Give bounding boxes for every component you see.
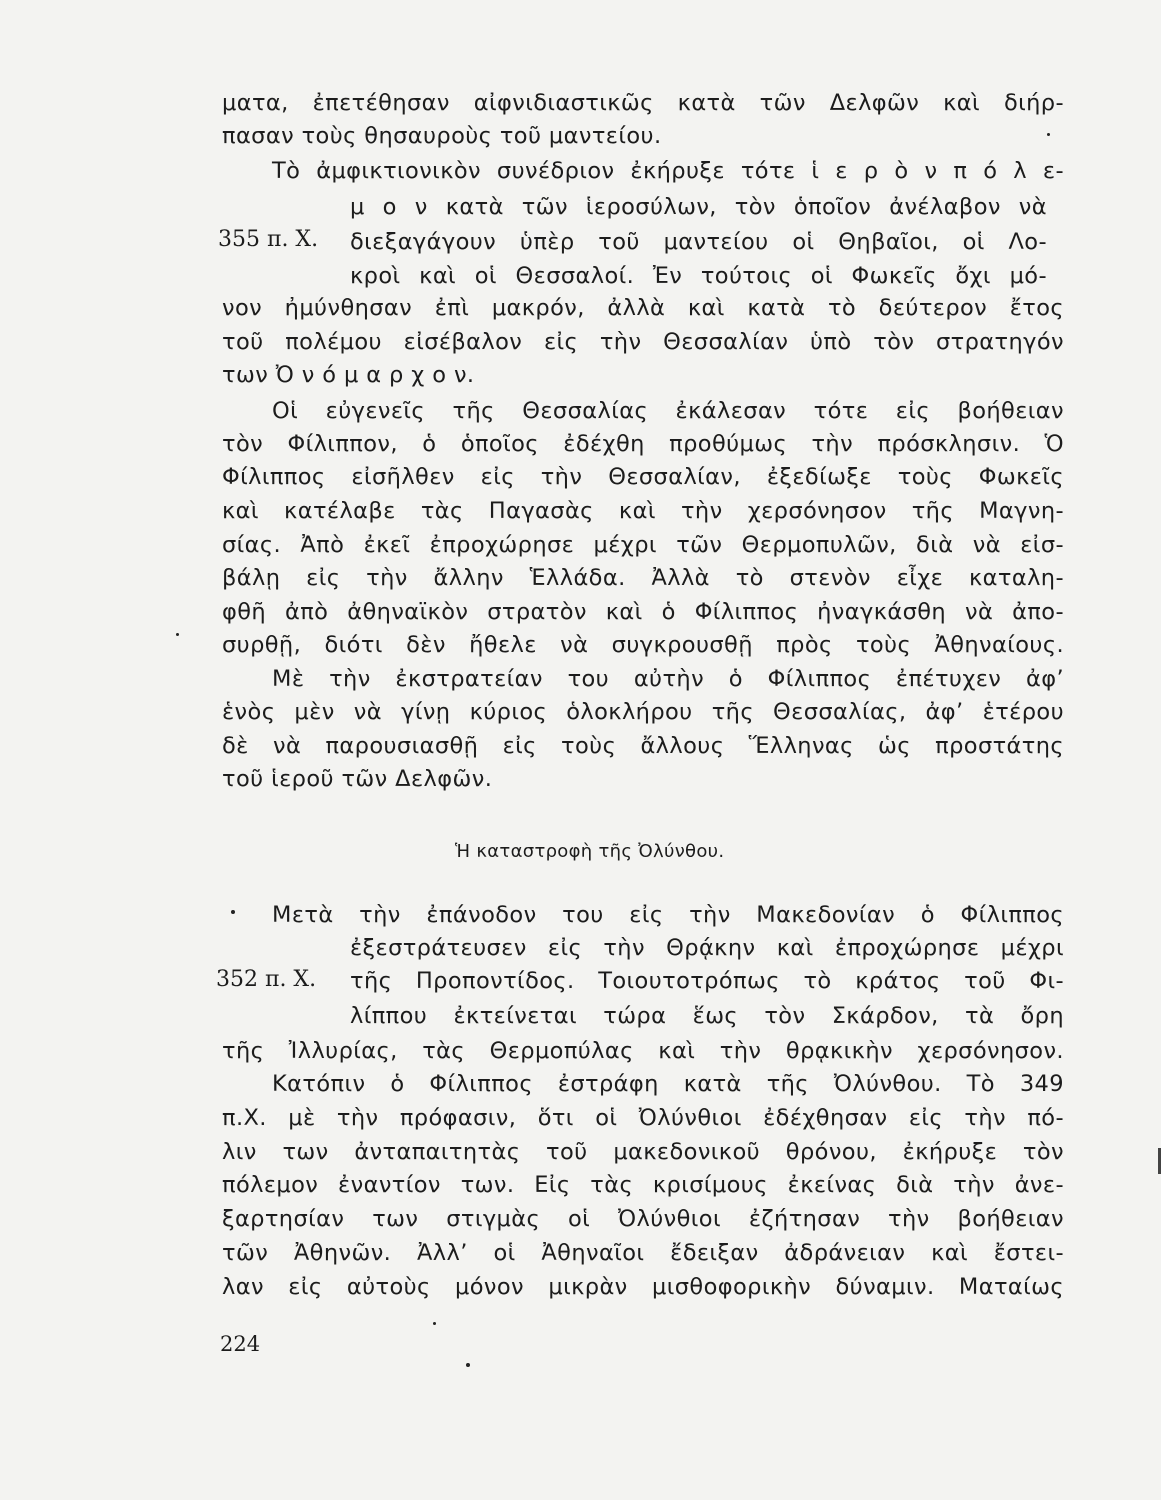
text-line: μ ο ν κατὰ τῶν ἱεροσύλων, τὸν ὁποῖον ἀνέλαβον νὰ — [350, 194, 1047, 220]
text-line: π.Χ. μὲ τὴν πρόφασιν, ὅτι οἱ Ὀλύνθιοι ἐδέχθησαν εἰς τὴν πό- — [222, 1105, 1064, 1131]
text-line: τὸν Φίλιππον, ὁ ὁποῖος ἐδέχθη προθύμως τὴν πρόσκλησιν. Ὁ — [222, 431, 1064, 457]
text-line: τοῦ πολέμου εἰσέβαλον εἰς τὴν Θεσσαλίαν ὑπὸ τὸν στρατηγόν — [222, 329, 1064, 355]
text-line: συρθῇ, διότι δὲν ἤθελε νὰ συγκρουσθῇ πρὸς τοὺς Ἀθηναίους. — [222, 632, 1064, 658]
text-line: τῶν Ἀθηνῶν. Ἀλλ’ οἱ Ἀθηναῖοι ἔδειξαν ἀδράνειαν καὶ ἔστει- — [222, 1240, 1064, 1266]
text-line: Κατόπιν ὁ Φίλιππος ἐστράφη κατὰ τῆς Ὀλύνθου. Τὸ 349 — [272, 1071, 1064, 1097]
text-line: λιν των ἀνταπαιτητὰς τοῦ μακεδονικοῦ θρόνου, ἐκήρυξε τὸν — [222, 1139, 1064, 1165]
scan-speck — [466, 1363, 470, 1367]
text-line: σίας. Ἀπὸ ἐκεῖ ἐπροχώρησε μέχρι τῶν Θερμοπυλῶν, διὰ νὰ εἰσ- — [222, 532, 1064, 558]
text-line: κροὶ καὶ οἱ Θεσσαλοί. Ἐν τούτοις οἱ Φωκεῖς ὄχι μό- — [350, 263, 1047, 289]
text-line: Οἱ εὐγενεῖς τῆς Θεσσαλίας ἐκάλεσαν τότε εἰς βοήθειαν — [272, 398, 1064, 424]
text-line: τοῦ ἱεροῦ τῶν Δελφῶν. — [222, 766, 493, 792]
text-line: διεξαγάγουν ὑπὲρ τοῦ μαντείου οἱ Θηβαῖοι, οἱ Λο- — [350, 229, 1047, 255]
text-line: καὶ κατέλαβε τὰς Παγασὰς καὶ τὴν χερσόνησον τῆς Μαγνη- — [222, 498, 1064, 524]
margin-date: 355 π. Χ. — [218, 227, 319, 252]
scan-speck — [433, 1322, 436, 1325]
text-line: ἐξεστράτευσεν εἰς τὴν Θρᾴκην καὶ ἐπροχώρησε μέχρι — [350, 935, 1064, 961]
text-line: λίππου ἐκτείνεται τώρα ἕως τὸν Σκάρδον, τὰ ὄρη — [350, 1003, 1064, 1029]
text-line: ἑνὸς μὲν νὰ γίνῃ κύριος ὁλοκλήρου τῆς Θεσσαλίας, ἀφ’ ἑτέρου — [222, 699, 1064, 725]
text-line: νον ἠμύνθησαν ἐπὶ μακρόν, ἀλλὰ καὶ κατὰ τὸ δεύτερον ἔτος — [222, 295, 1064, 321]
text-line: δὲ νὰ παρουσιασθῇ εἰς τοὺς ἄλλους Ἕλληνας ὡς προστάτης — [222, 733, 1064, 759]
text-line: Μὲ τὴν ἐκστρατείαν του αὐτὴν ὁ Φίλιππος ἐπέτυχεν ἀφ’ — [272, 666, 1064, 692]
text-line: τῆς Προποντίδος. Τοιουτοτρόπως τὸ κράτος τοῦ Φι- — [350, 968, 1064, 994]
text-line: τῆς Ἰλλυρίας, τὰς Θερμοπύλας καὶ τὴν θρᾳκικὴν χερσόνησον. — [222, 1038, 1064, 1064]
text-line: λαν εἰς αὐτοὺς μόνον μικρὰν μισθοφορικὴν δύναμιν. Ματαίως — [222, 1274, 1064, 1300]
margin-date: 352 π. Χ. — [216, 967, 317, 992]
text-line: πασαν τοὺς θησαυροὺς τοῦ μαντείου. — [222, 123, 662, 149]
text-line: ξαρτησίαν των στιγμὰς οἱ Ὀλύνθιοι ἐζήτησαν τὴν βοήθειαν — [222, 1206, 1064, 1232]
text-line: βάλῃ εἰς τὴν ἄλλην Ἑλλάδα. Ἀλλὰ τὸ στενὸν εἶχε καταλη- — [222, 565, 1064, 591]
page-number: 224 — [220, 1332, 261, 1356]
text-line: των Ὀ ν ό μ α ρ χ ο ν. — [222, 362, 475, 388]
text-line: Φίλιππος εἰσῆλθεν εἰς τὴν Θεσσαλίαν, ἐξεδίωξε τοὺς Φωκεῖς — [222, 464, 1064, 490]
scan-speck — [1047, 133, 1050, 136]
section-heading: Ἡ καταστροφὴ τῆς Ὀλύνθου. — [455, 841, 725, 862]
text-line: Τὸ ἀμφικτιονικὸν συνέδριον ἐκήρυξε τότε ἱ ε ρ ὸ ν π ό λ ε- — [272, 158, 1064, 184]
text-line: Μετὰ τὴν ἐπάνοδον του εἰς τὴν Μακεδονίαν ὁ Φίλιππος — [272, 902, 1064, 928]
text-line: πόλεμον ἐναντίον των. Εἰς τὰς κρισίμους ἐκείνας διὰ τὴν ἀνε- — [222, 1172, 1064, 1198]
scan-speck — [231, 910, 235, 914]
text-line: φθῆ ἀπὸ ἀθηναϊκὸν στρατὸν καὶ ὁ Φίλιππος ἠναγκάσθη νὰ ἀπο- — [222, 599, 1064, 625]
text-line: ματα, ἐπετέθησαν αἰφνιδιαστικῶς κατὰ τῶν Δελφῶν καὶ διήρ- — [222, 90, 1064, 116]
scan-speck — [176, 633, 179, 636]
